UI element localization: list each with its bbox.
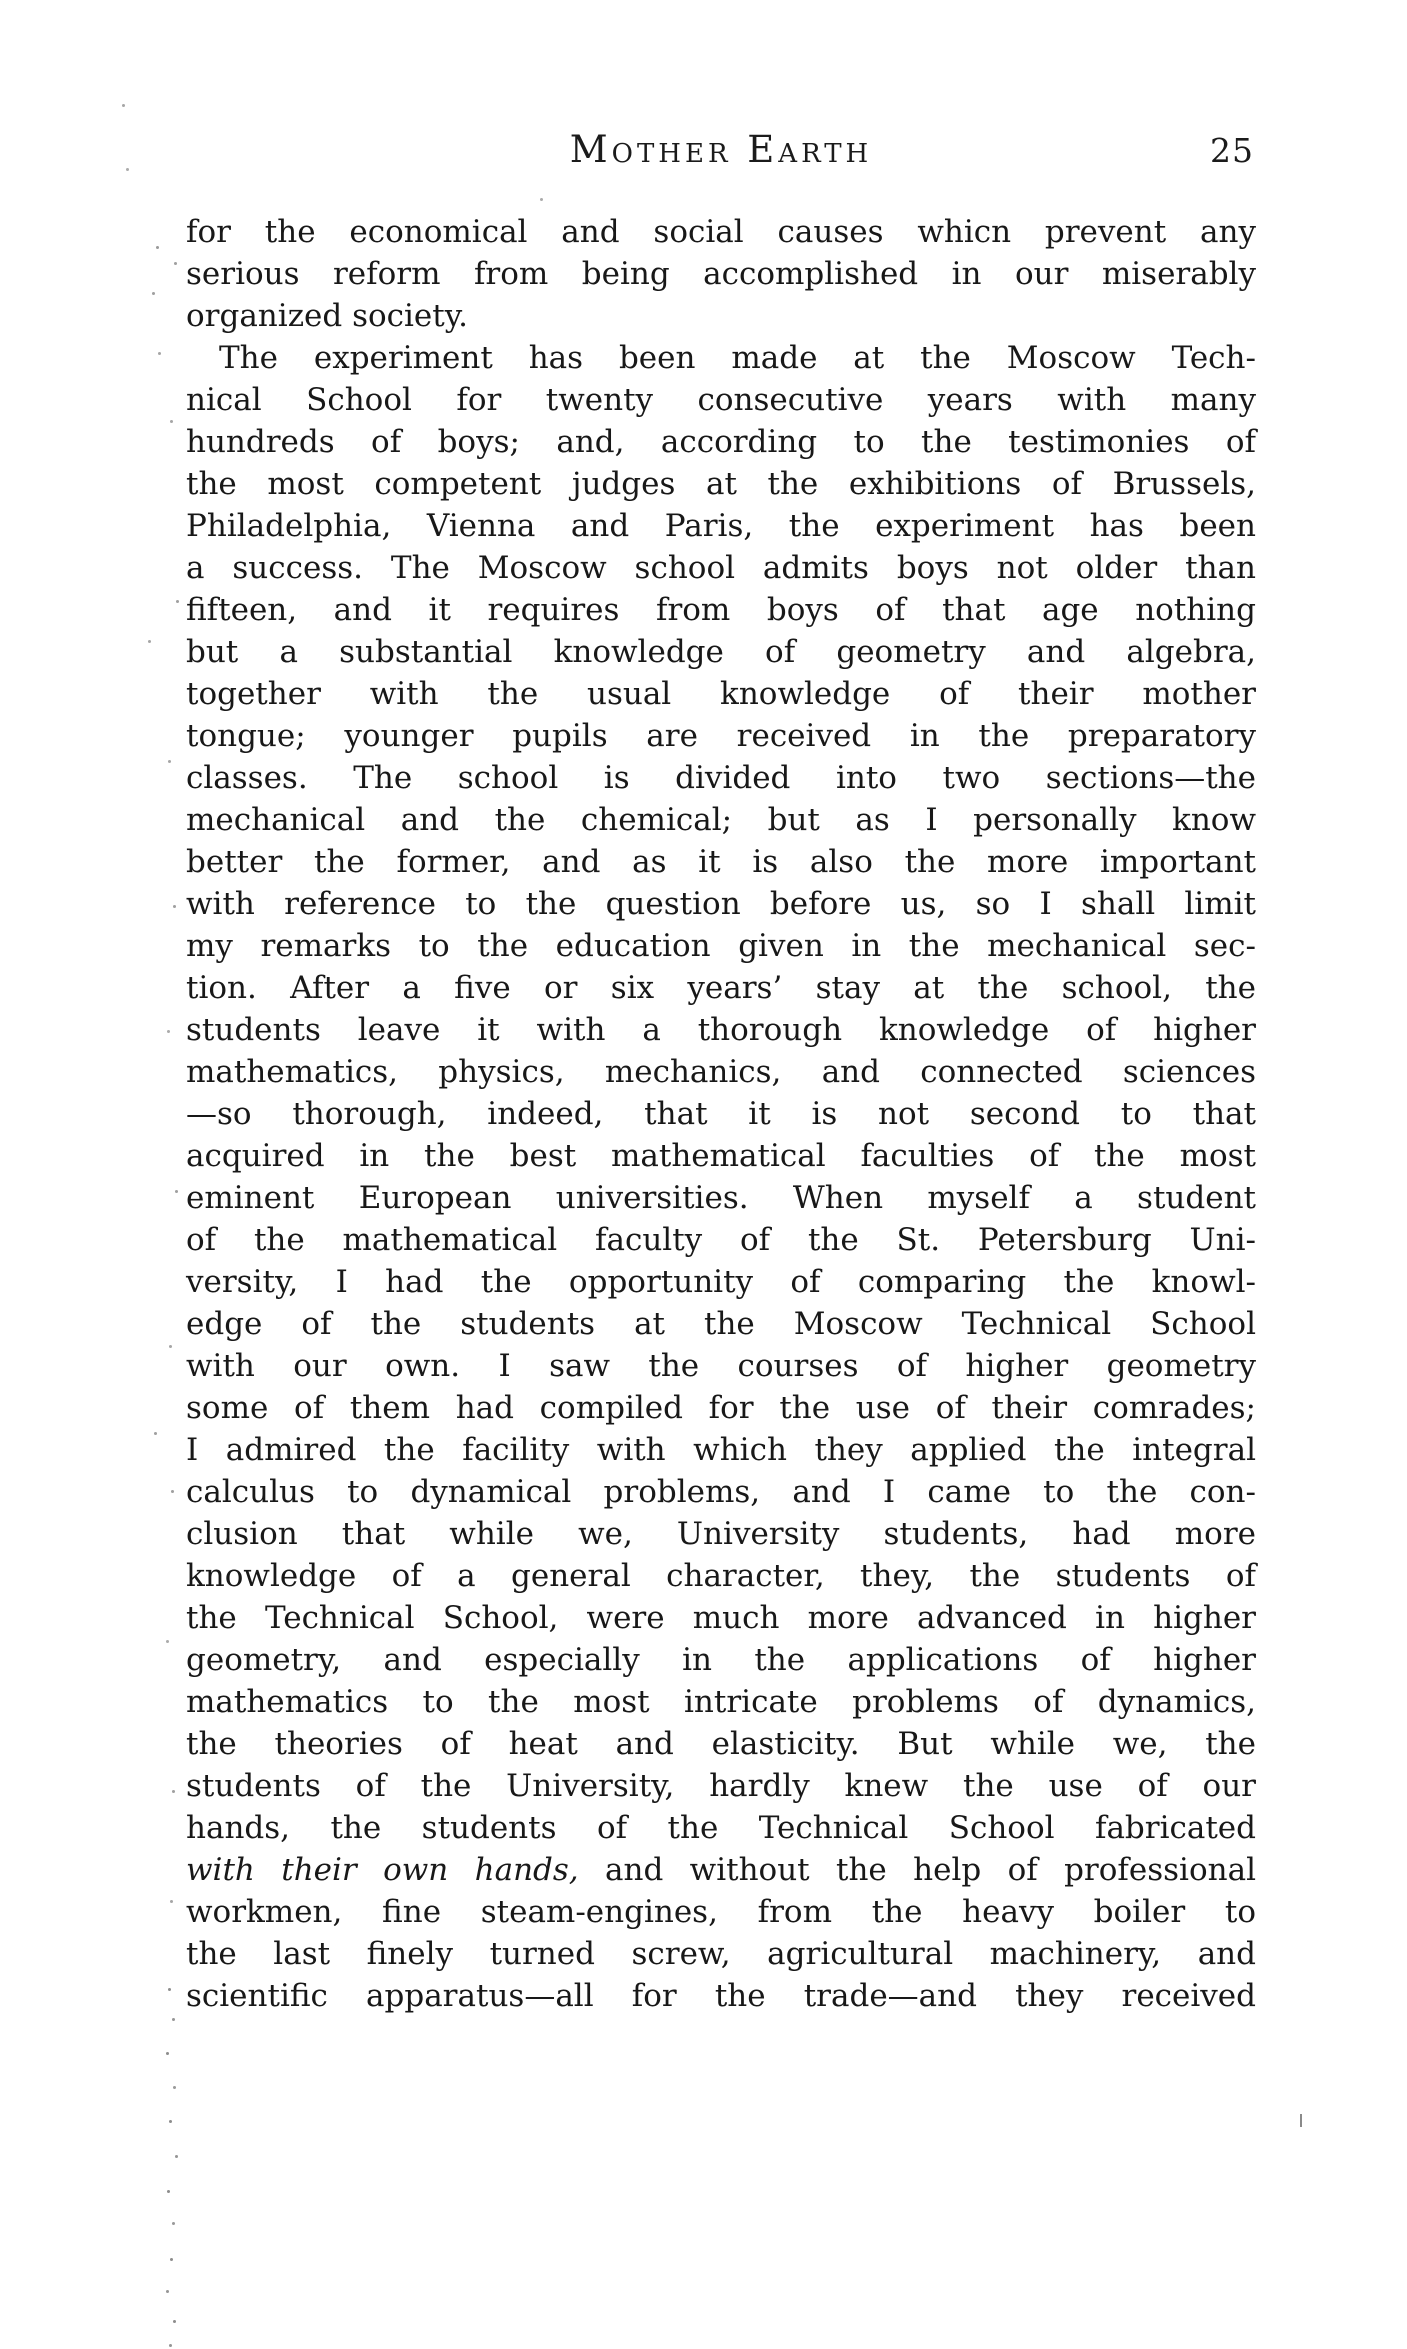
text-line xyxy=(186,1555,1256,1597)
text-line xyxy=(186,1975,1256,2017)
text-line xyxy=(186,505,1256,547)
text-line xyxy=(186,967,1256,1009)
text-line xyxy=(186,1009,1256,1051)
text-line xyxy=(186,1429,1256,1471)
text-line xyxy=(186,1051,1256,1093)
text-segment: some of them had compiled for the use of their comrades; xyxy=(186,1390,1256,1426)
text-segment: the Technical School, were much more advanced in higher xyxy=(186,1600,1256,1636)
text-segment: with our own. I saw the courses of higher geometry xyxy=(186,1348,1256,1384)
text-segment: The experiment has been made at the Moscow Tech- xyxy=(219,340,1256,376)
text-segment: workmen, fine steam-engines, from the heavy boiler to xyxy=(186,1894,1256,1930)
text-segment: organized society. xyxy=(186,298,468,334)
text-line xyxy=(186,253,1256,295)
page-number: 25 xyxy=(1210,131,1254,170)
text-segment: but a substantial knowledge of geometry and algebra, xyxy=(186,634,1256,670)
text-line xyxy=(186,1093,1256,1135)
italic-text-segment: with their own hands, xyxy=(186,1852,579,1888)
page-body xyxy=(186,211,1256,2017)
text-segment: and without the help of professional xyxy=(578,1852,1256,1888)
text-line xyxy=(186,1345,1256,1387)
text-line xyxy=(186,1933,1256,1975)
text-segment: students of the University, hardly knew the use of our xyxy=(186,1768,1256,1804)
text-line xyxy=(186,1219,1256,1261)
text-segment: acquired in the best mathematical faculties of the most xyxy=(186,1138,1256,1174)
text-line xyxy=(186,1681,1256,1723)
text-segment: Philadelphia, Vienna and Paris, the experiment has been xyxy=(186,508,1256,544)
text-segment: classes. The school is divided into two sections—the xyxy=(186,760,1256,796)
text-segment: I admired the facility with which they applied the integral xyxy=(186,1432,1256,1468)
text-segment: the most competent judges at the exhibitions of Brussels, xyxy=(186,466,1256,502)
text-line xyxy=(186,211,1256,253)
text-segment: nical School for twenty consecutive years with many xyxy=(186,382,1256,418)
text-line xyxy=(186,925,1256,967)
text-segment: mathematics to the most intricate problems of dynamics, xyxy=(186,1684,1256,1720)
text-segment: versity, I had the opportunity of comparing the knowl- xyxy=(186,1264,1256,1300)
text-segment: geometry, and especially in the applications of higher xyxy=(186,1642,1256,1678)
text-line xyxy=(186,1849,1256,1891)
scan-speckle-dash xyxy=(1300,2114,1302,2127)
text-line xyxy=(186,1807,1256,1849)
text-segment: the theories of heat and elasticity. But while we, the xyxy=(186,1726,1256,1762)
text-line xyxy=(186,715,1256,757)
text-segment: students leave it with a thorough knowledge of higher xyxy=(186,1012,1256,1048)
text-segment: serious reform from being accomplished in our miserably xyxy=(186,256,1256,292)
text-segment: hands, the students of the Technical School fabricated xyxy=(186,1810,1256,1846)
text-segment: for the economical and social causes whicn prevent any xyxy=(186,214,1256,250)
text-line xyxy=(186,841,1256,883)
text-line xyxy=(186,421,1256,463)
text-segment: clusion that while we, University students, had more xyxy=(186,1516,1256,1552)
text-line xyxy=(186,1261,1256,1303)
scan-speckles xyxy=(0,0,3,3)
text-line xyxy=(186,1513,1256,1555)
text-line xyxy=(186,589,1256,631)
text-segment: the last finely turned screw, agricultural machinery, and xyxy=(186,1936,1256,1972)
text-segment: tion. After a five or six years’ stay at the school, the xyxy=(186,970,1256,1006)
text-segment: —so thorough, indeed, that it is not second to that xyxy=(186,1096,1256,1132)
text-segment: mechanical and the chemical; but as I personally know xyxy=(186,802,1256,838)
text-line xyxy=(186,463,1256,505)
text-segment: my remarks to the education given in the mechanical sec- xyxy=(186,928,1256,964)
text-line xyxy=(186,799,1256,841)
text-line xyxy=(186,883,1256,925)
text-line xyxy=(186,1177,1256,1219)
text-segment: mathematics, physics, mechanics, and connected sciences xyxy=(186,1054,1256,1090)
text-segment: better the former, and as it is also the more important xyxy=(186,844,1256,880)
text-line xyxy=(186,757,1256,799)
text-line xyxy=(186,1723,1256,1765)
text-segment: together with the usual knowledge of their mother xyxy=(186,676,1256,712)
text-segment: calculus to dynamical problems, and I came to the con- xyxy=(186,1474,1256,1510)
text-line xyxy=(186,379,1256,421)
text-line xyxy=(186,1303,1256,1345)
text-line xyxy=(186,547,1256,589)
text-segment: eminent European universities. When myself a student xyxy=(186,1180,1256,1216)
text-line xyxy=(186,631,1256,673)
page-header xyxy=(186,128,1256,176)
text-segment: of the mathematical faculty of the St. Petersburg Uni- xyxy=(186,1222,1256,1258)
text-segment: a success. The Moscow school admits boys not older than xyxy=(186,550,1256,586)
text-line xyxy=(186,673,1256,715)
text-line xyxy=(186,1387,1256,1429)
text-line xyxy=(186,1135,1256,1177)
text-segment: with reference to the question before us, so I shall limit xyxy=(186,886,1256,922)
text-segment: tongue; younger pupils are received in the preparatory xyxy=(186,718,1256,754)
text-line xyxy=(186,1639,1256,1681)
text-line xyxy=(186,1765,1256,1807)
text-segment: fifteen, and it requires from boys of that age nothing xyxy=(186,592,1256,628)
text-segment: edge of the students at the Moscow Technical School xyxy=(186,1306,1256,1342)
journal-title: Mother Earth xyxy=(569,128,873,171)
text-line xyxy=(186,1597,1256,1639)
text-segment: knowledge of a general character, they, the students of xyxy=(186,1558,1256,1594)
text-line xyxy=(186,1891,1256,1933)
text-line xyxy=(186,1471,1256,1513)
text-segment: hundreds of boys; and, according to the testimonies of xyxy=(186,424,1256,460)
text-segment: scientific apparatus—all for the trade—and they received xyxy=(186,1978,1256,2014)
text-line xyxy=(186,295,1256,337)
text-line xyxy=(186,337,1256,379)
